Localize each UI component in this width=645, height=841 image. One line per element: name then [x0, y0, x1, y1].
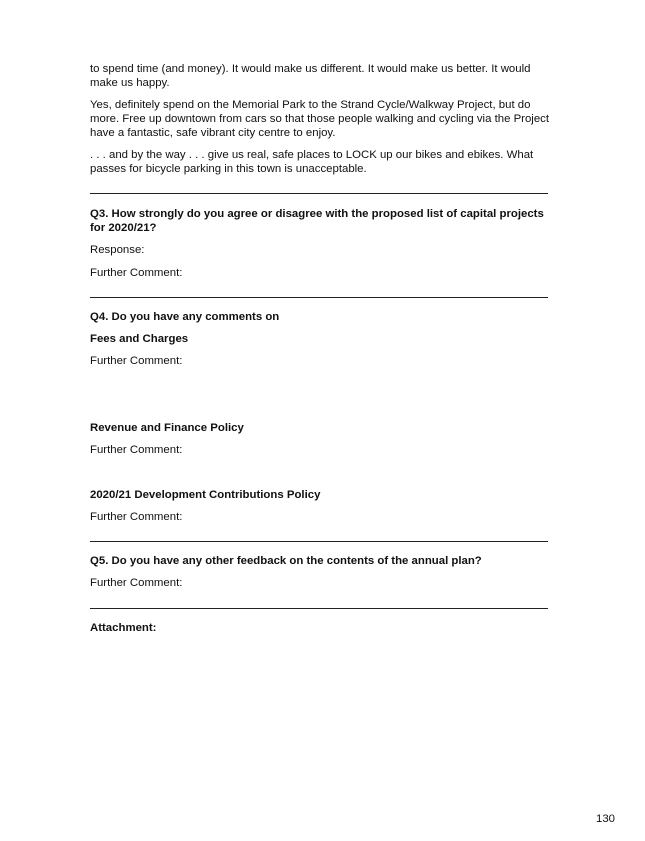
q3-comment-label: Further Comment:: [90, 267, 183, 279]
section-divider: [90, 297, 548, 298]
fees-comment-label: Further Comment:: [90, 355, 183, 367]
section-divider: [90, 608, 548, 609]
q3-question: Q3. How strongly do you agree or disagree with the proposed list of capital projects for 2020/21?: [90, 208, 544, 234]
fees-heading: Fees and Charges: [90, 333, 189, 345]
intro-paragraph-2: Yes, definitely spend on the Memorial Park to the Strand Cycle/Walkway Project, but do more. Free up downtown from cars so that those people walking and cycling via the Project have a fantastic, safe vibrant city centre to enjoy.: [90, 99, 550, 139]
q5-comment-label: Further Comment:: [90, 577, 183, 589]
development-comment-label: Further Comment:: [90, 511, 183, 523]
page-number: 130: [596, 813, 616, 825]
q5-question: Q5. Do you have any other feedback on the contents of the annual plan?: [90, 555, 482, 567]
section-divider: [90, 193, 548, 194]
q3-response-label: Response:: [90, 244, 145, 256]
q4-question: Q4. Do you have any comments on: [90, 311, 280, 323]
revenue-comment-label: Further Comment:: [90, 444, 183, 456]
revenue-heading: Revenue and Finance Policy: [90, 422, 244, 434]
section-divider: [90, 541, 548, 542]
attachment-label: Attachment:: [90, 622, 157, 634]
intro-paragraph-3: . . . and by the way . . . give us real, safe places to LOCK up our bikes and ebikes. What passes for bicycle parking in this town is unacceptable.: [90, 149, 534, 175]
development-heading: 2020/21 Development Contributions Policy: [90, 489, 321, 501]
intro-paragraph-1: to spend time (and money). It would make us different. It would make us better. It would make us happy.: [90, 63, 531, 89]
